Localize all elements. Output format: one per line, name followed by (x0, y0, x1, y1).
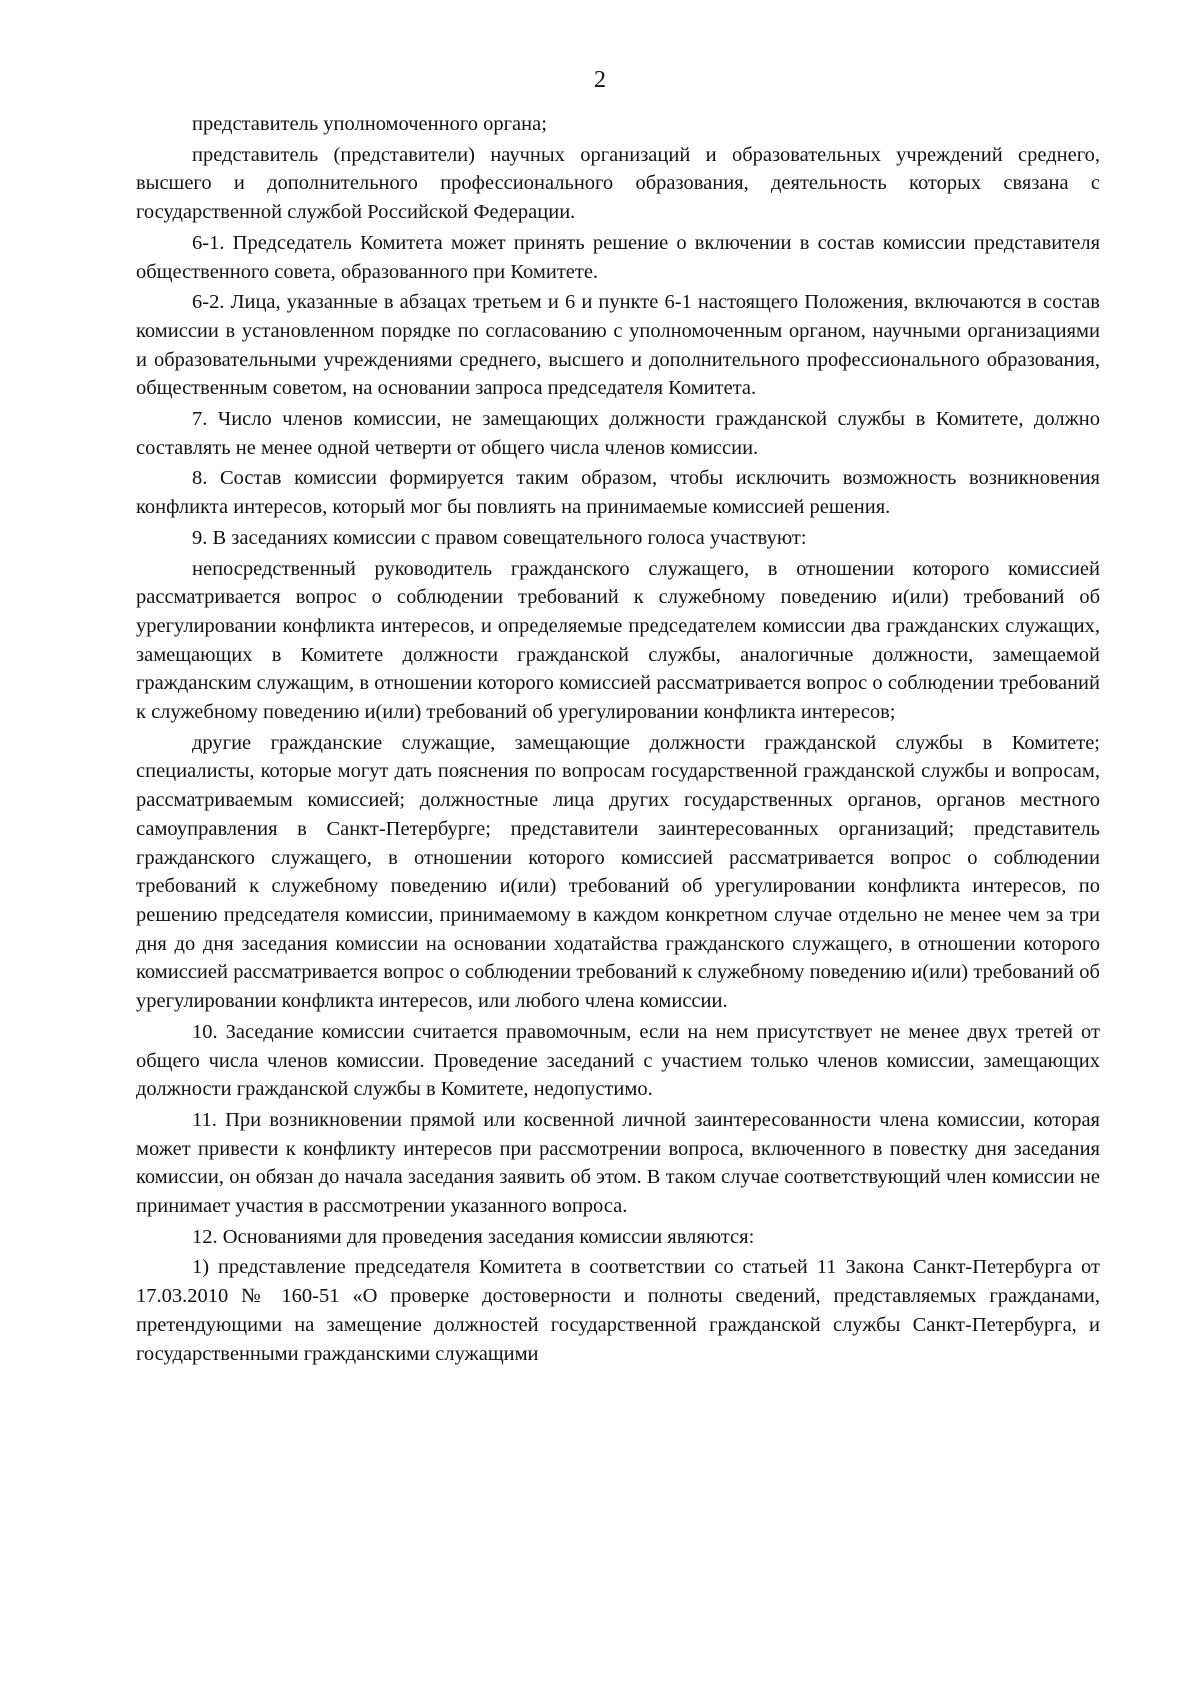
paragraph: 6-1. Председатель Комитета может принять решение о включении в состав комиссии представителя общественного совета, образованного при Комитете. (136, 231, 1100, 283)
paragraph: 7. Число членов комиссии, не замещающих должности гражданской службы в Комитете, должно составлять не менее одной четверти от общего числа членов комиссии. (136, 408, 1100, 459)
paragraph: непосредственный руководитель гражданского служащего, в отношении которого комиссией рассматривается вопрос о соблюдении требований к служебному поведению и(или) требований об урегулировании конфликта интересов, и определяемые председателем комиссии два гражданских служащих, замещающих в Комитете должности гражданской службы, аналогичные должности, замещаемой гражданским служащим, в отношении которого комиссией рассматривается вопрос о соблюдении требований к служебному поведению и(или) требований об урегулировании конфликта интересов; (136, 557, 1100, 724)
paragraph: 11. При возникновении прямой или косвенной личной заинтересованности члена комиссии, которая может привести к конфликту интересов при рассмотрении вопроса, включенного в повестку дня заседания комиссии, он обязан до начала заседания заявить об этом. В таком случае соответствующий член комиссии не принимает участия в рассмотрении указанного вопроса. (136, 1108, 1100, 1218)
paragraph: представитель (представители) научных организаций и образовательных учреждений среднего, высшего и дополнительного профессионального образования, деятельность которых связана с государственной службой Российской Федерации. (136, 143, 1100, 224)
paragraph: 1) представление председателя Комитета в соответствии со статьей 11 Закона Санкт-Петербурга от 17.03.2010 № 160-51 «О проверке достоверности и полноты сведений, представляемых гражданами, претендующими на замещение должностей государственной гражданской службы Санкт-Петербурга, и государственными гражданскими служащими (136, 1256, 1100, 1365)
paragraph: 8. Состав комиссии формируется таким образом, чтобы исключить возможность возникновения конфликта интересов, который мог бы повлиять на принимаемые комиссией решения. (136, 467, 1100, 519)
paragraph: другие гражданские служащие, замещающие должности гражданской службы в Комитете; специалисты, которые могут дать пояснения по вопросам государственной гражданской службы и вопросам, рассматриваемым комиссией; должностные лица других государственных органов, органов местного самоуправления в Санкт-Петербурге; представители заинтересованных организаций; представитель гражданского служащего, в отношении которого комиссией рассматривается вопрос о соблюдении требований к служебному поведению и(или) требований об урегулировании конфликта интересов, по решению председателя комиссии, принимаемому в каждом конкретном случае отдельно не менее чем за три дня до дня заседания комиссии на основании ходатайства гражданского служащего, в отношении которого комиссией рассматривается вопрос о соблюдении требований к служебному поведению и(или) требований об урегулировании конфликта интересов, или любого члена комиссии. (136, 731, 1100, 1013)
document-body (136, 110, 1100, 1370)
paragraph: 6-2. Лица, указанные в абзацах третьем и 6 и пункте 6-1 настоящего Положения, включаются в состав комиссии в установленном порядке по согласованию с уполномоченным органом, научными организациями и образовательными учреждениями среднего, высшего и дополнительного профессионального образования, общественным советом, на основании запроса председателя Комитета. (136, 291, 1100, 400)
page-number: 2 (594, 67, 606, 93)
paragraph: представитель уполномоченного органа; (192, 113, 547, 135)
paragraph: 9. В заседаниях комиссии с правом совещательного голоса участвуют: (192, 526, 807, 549)
paragraph: 12. Основаниями для проведения заседания комиссии являются: (192, 1225, 755, 1248)
paragraph: 10. Заседание комиссии считается правомочным, если на нем присутствует не менее двух третей от общего числа членов комиссии. Проведение заседаний с участием только членов комиссии, замещающих должности гражданской службы в Комитете, недопустимо. (136, 1020, 1100, 1101)
